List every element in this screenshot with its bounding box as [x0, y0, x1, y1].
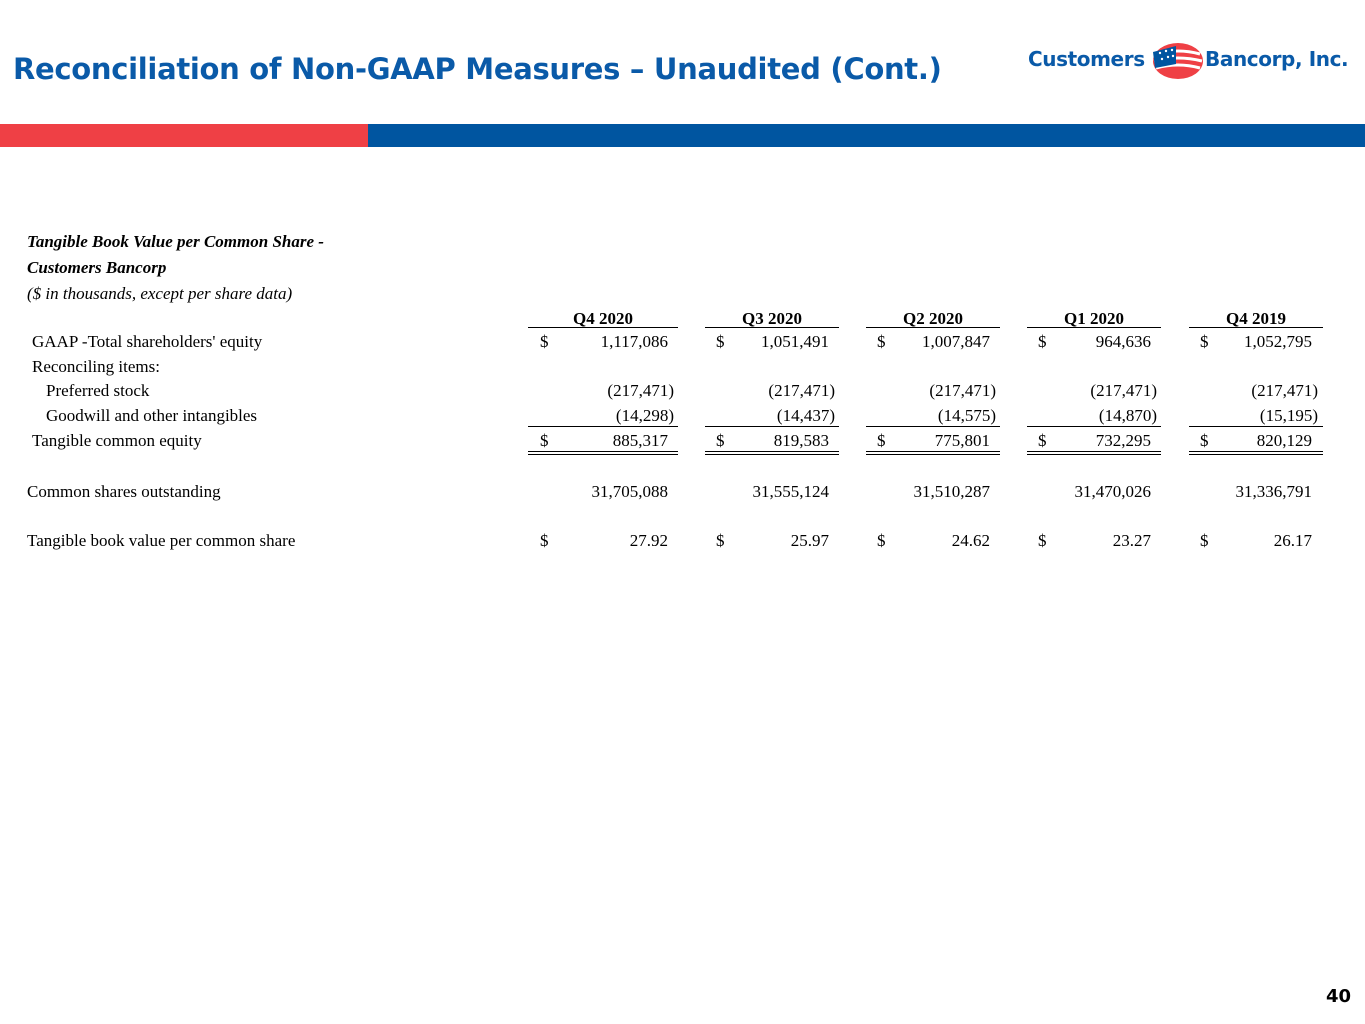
cell-shares-q1-2020: 31,470,026: [1074, 482, 1151, 501]
cell-shares-q3-2020: 31,555,124: [752, 482, 829, 501]
header-underline: [1189, 327, 1323, 328]
cell-tangible-equity-q4-2020: 885,317: [612, 431, 668, 450]
column-header-q4-2019: Q4 2019: [1226, 309, 1286, 328]
cell-preferred-q4-2019: (217,471): [1251, 381, 1318, 400]
row-label-tbv-per-share: Tangible book value per common share: [27, 531, 296, 550]
column-header-q1-2020: Q1 2020: [1064, 309, 1124, 328]
currency-symbol: $: [877, 431, 886, 450]
column-header-q2-2020: Q2 2020: [903, 309, 963, 328]
cell-preferred-q1-2020: (217,471): [1090, 381, 1157, 400]
currency-symbol: $: [716, 332, 725, 351]
cell-preferred-q3-2020: (217,471): [768, 381, 835, 400]
row-label-tangible-equity: Tangible common equity: [32, 431, 202, 450]
header-underline: [866, 327, 1000, 328]
column-header-q3-2020: Q3 2020: [742, 309, 802, 328]
row-label-reconciling-items: Reconciling items:: [32, 357, 160, 376]
table-subtitle: ($ in thousands, except per share data): [27, 284, 293, 303]
logo-word-customers: Customers: [1028, 47, 1145, 71]
header-underline: [705, 327, 839, 328]
cell-goodwill-q4-2019: (15,195): [1259, 406, 1318, 425]
cell-tbv-q3-2020: 25.97: [790, 531, 829, 550]
subtotal-underline: [1189, 426, 1323, 427]
header-underline: [528, 327, 678, 328]
page-number: 40: [1325, 986, 1351, 1007]
cell-shares-q4-2020: 31,705,088: [591, 482, 668, 501]
row-label-gaap-equity: GAAP -Total shareholders' equity: [32, 332, 263, 351]
currency-symbol: $: [716, 431, 725, 450]
cell-goodwill-q2-2020: (14,575): [937, 406, 996, 425]
row-label-shares-outstanding: Common shares outstanding: [27, 482, 221, 501]
cell-preferred-q4-2020: (217,471): [607, 381, 674, 400]
cell-tangible-equity-q2-2020: 775,801: [934, 431, 990, 450]
currency-symbol: $: [1200, 431, 1209, 450]
currency-symbol: $: [877, 332, 886, 351]
table-title-line2: Customers Bancorp: [27, 258, 167, 277]
header-underline: [1027, 327, 1161, 328]
table-title-line1: Tangible Book Value per Common Share -: [27, 232, 324, 251]
currency-symbol: $: [1038, 431, 1047, 450]
cell-tbv-q1-2020: 23.27: [1112, 531, 1151, 550]
cell-goodwill-q4-2020: (14,298): [615, 406, 674, 425]
cell-tbv-q4-2020: 27.92: [629, 531, 668, 550]
total-double-underline: [705, 451, 839, 455]
page-title: Reconciliation of Non-GAAP Measures – Unaudited (Cont.): [13, 52, 942, 86]
cell-gaap-equity-q3-2020: 1,051,491: [761, 332, 829, 351]
subtotal-underline: [866, 426, 1000, 427]
currency-symbol: $: [1038, 531, 1047, 550]
cell-preferred-q2-2020: (217,471): [929, 381, 996, 400]
subtotal-underline: [528, 426, 678, 427]
cell-gaap-equity-q2-2020: 1,007,847: [922, 332, 990, 351]
total-double-underline: [1189, 451, 1323, 455]
cell-shares-q4-2019: 31,336,791: [1235, 482, 1312, 501]
total-double-underline: [1027, 451, 1161, 455]
total-double-underline: [866, 451, 1000, 455]
currency-symbol: $: [1200, 531, 1209, 550]
cell-tangible-equity-q1-2020: 732,295: [1095, 431, 1151, 450]
subtotal-underline: [1027, 426, 1161, 427]
currency-symbol: $: [1038, 332, 1047, 351]
row-label-goodwill: Goodwill and other intangibles: [46, 406, 258, 425]
total-double-underline: [528, 451, 678, 455]
currency-symbol: $: [540, 431, 549, 450]
company-logo: [1028, 40, 1356, 82]
cell-goodwill-q1-2020: (14,870): [1098, 406, 1157, 425]
cell-tbv-q2-2020: 24.62: [951, 531, 990, 550]
cell-tangible-equity-q3-2020: 819,583: [773, 431, 829, 450]
cell-gaap-equity-q1-2020: 964,636: [1095, 332, 1151, 351]
currency-symbol: $: [540, 332, 549, 351]
cell-tangible-equity-q4-2019: 820,129: [1256, 431, 1312, 450]
currency-symbol: $: [716, 531, 725, 550]
flag-icon: [1150, 40, 1206, 82]
logo-word-bancorp: Bancorp, Inc.: [1205, 47, 1349, 71]
accent-bar-red: [0, 124, 368, 147]
cell-gaap-equity-q4-2019: 1,052,795: [1244, 332, 1312, 351]
subtotal-underline: [705, 426, 839, 427]
cell-tbv-q4-2019: 26.17: [1273, 531, 1312, 550]
cell-goodwill-q3-2020: (14,437): [776, 406, 835, 425]
accent-bar-blue: [368, 124, 1365, 147]
cell-shares-q2-2020: 31,510,287: [913, 482, 990, 501]
column-header-q4-2020: Q4 2020: [573, 309, 633, 328]
cell-gaap-equity-q4-2020: 1,117,086: [600, 332, 668, 351]
row-label-preferred-stock: Preferred stock: [46, 381, 150, 400]
currency-symbol: $: [877, 531, 886, 550]
currency-symbol: $: [540, 531, 549, 550]
currency-symbol: $: [1200, 332, 1209, 351]
